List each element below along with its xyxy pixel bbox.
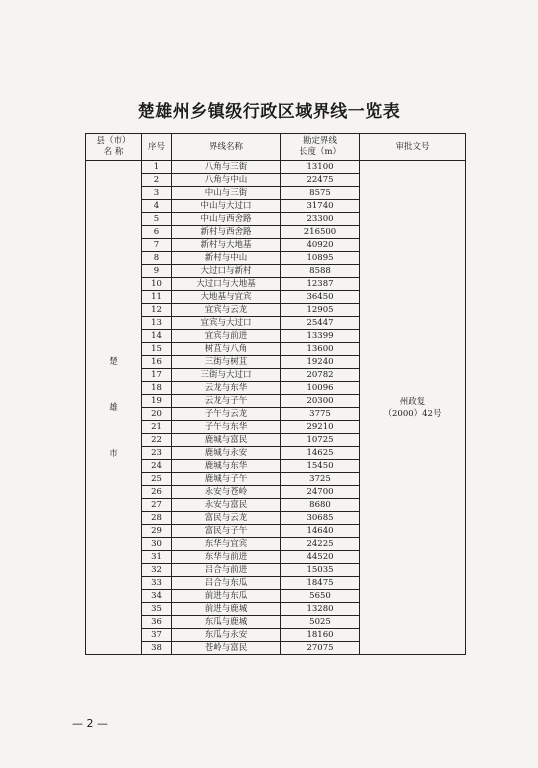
row-seq: 23 — [142, 447, 172, 460]
row-seq: 5 — [142, 213, 172, 226]
row-length: 22475 — [281, 174, 360, 187]
row-boundary-name: 大地基与宜宾 — [172, 291, 281, 304]
row-seq: 2 — [142, 174, 172, 187]
row-length: 18160 — [281, 629, 360, 642]
row-boundary-name: 东华与宜宾 — [172, 538, 281, 551]
row-boundary-name: 鹿城与东华 — [172, 460, 281, 473]
row-boundary-name: 宜宾与前进 — [172, 330, 281, 343]
row-seq: 6 — [142, 226, 172, 239]
row-seq: 26 — [142, 486, 172, 499]
row-length: 12387 — [281, 278, 360, 291]
row-boundary-name: 鹿城与富民 — [172, 434, 281, 447]
row-boundary-name: 东瓜与永安 — [172, 629, 281, 642]
row-boundary-name: 新村与中山 — [172, 252, 281, 265]
row-seq: 37 — [142, 629, 172, 642]
row-seq: 30 — [142, 538, 172, 551]
row-seq: 14 — [142, 330, 172, 343]
row-boundary-name: 八角与三街 — [172, 161, 281, 174]
row-boundary-name: 中山与西舍路 — [172, 213, 281, 226]
row-boundary-name: 东瓜与鹿城 — [172, 616, 281, 629]
row-boundary-name: 宜宾与大过口 — [172, 317, 281, 330]
row-seq: 15 — [142, 343, 172, 356]
row-length: 14625 — [281, 447, 360, 460]
row-boundary-name: 中山与三街 — [172, 187, 281, 200]
row-length: 8680 — [281, 499, 360, 512]
row-length: 20782 — [281, 369, 360, 382]
row-boundary-name: 前进与鹿城 — [172, 603, 281, 616]
row-seq: 28 — [142, 512, 172, 525]
row-boundary-name: 新村与大地基 — [172, 239, 281, 252]
row-boundary-name: 鹿城与永安 — [172, 447, 281, 460]
header-seq: 序号 — [142, 134, 172, 161]
row-boundary-name: 云龙与东华 — [172, 382, 281, 395]
row-length: 24225 — [281, 538, 360, 551]
row-boundary-name: 树苴与八角 — [172, 343, 281, 356]
table-row — [86, 161, 466, 174]
row-seq: 1 — [142, 161, 172, 174]
county-name-char: 楚 — [109, 356, 118, 367]
header-length-line2: 长度（m） — [298, 147, 342, 157]
row-seq: 8 — [142, 252, 172, 265]
row-boundary-name: 鹿城与子午 — [172, 473, 281, 486]
row-length: 19240 — [281, 356, 360, 369]
row-boundary-name: 新村与西舍路 — [172, 226, 281, 239]
row-seq: 12 — [142, 304, 172, 317]
row-seq: 7 — [142, 239, 172, 252]
row-length: 15035 — [281, 564, 360, 577]
row-length: 14640 — [281, 525, 360, 538]
row-length: 8588 — [281, 265, 360, 278]
row-length: 12905 — [281, 304, 360, 317]
row-seq: 21 — [142, 421, 172, 434]
county-name-cell — [86, 161, 142, 655]
row-length: 216500 — [281, 226, 360, 239]
row-seq: 18 — [142, 382, 172, 395]
row-seq: 10 — [142, 278, 172, 291]
row-seq: 25 — [142, 473, 172, 486]
header-county — [86, 134, 142, 161]
row-boundary-name: 东华与前进 — [172, 551, 281, 564]
page-title: 楚雄州乡镇级行政区域界线一览表 — [137, 102, 401, 122]
row-seq: 11 — [142, 291, 172, 304]
row-length: 8575 — [281, 187, 360, 200]
row-length: 13100 — [281, 161, 360, 174]
row-boundary-name: 中山与大过口 — [172, 200, 281, 213]
row-length: 10096 — [281, 382, 360, 395]
row-boundary-name: 富民与子午 — [172, 525, 281, 538]
table-body — [86, 161, 466, 655]
row-seq: 34 — [142, 590, 172, 603]
row-boundary-name: 吕合与东瓜 — [172, 577, 281, 590]
page-number: — 2 — — [72, 717, 108, 730]
row-seq: 33 — [142, 577, 172, 590]
row-length: 13280 — [281, 603, 360, 616]
row-length: 13600 — [281, 343, 360, 356]
header-length — [281, 134, 360, 161]
row-length: 31740 — [281, 200, 360, 213]
row-boundary-name: 大过口与新村 — [172, 265, 281, 278]
row-boundary-name: 八角与中山 — [172, 174, 281, 187]
boundary-table — [85, 133, 466, 655]
row-length: 36450 — [281, 291, 360, 304]
row-length: 18475 — [281, 577, 360, 590]
row-boundary-name: 子午与云龙 — [172, 408, 281, 421]
row-length: 30685 — [281, 512, 360, 525]
row-length: 15450 — [281, 460, 360, 473]
row-seq: 36 — [142, 616, 172, 629]
row-length: 3775 — [281, 408, 360, 421]
row-length: 25447 — [281, 317, 360, 330]
row-seq: 31 — [142, 551, 172, 564]
row-seq: 22 — [142, 434, 172, 447]
row-boundary-name: 子午与东华 — [172, 421, 281, 434]
approval-line: （2000）42号 — [383, 408, 442, 419]
row-length: 5650 — [281, 590, 360, 603]
header-county-line2: 名 称 — [103, 147, 124, 157]
row-boundary-name: 三街与大过口 — [172, 369, 281, 382]
row-seq: 29 — [142, 525, 172, 538]
row-boundary-name: 永安与富民 — [172, 499, 281, 512]
header-approval: 审批文号 — [360, 134, 466, 161]
row-length: 24700 — [281, 486, 360, 499]
row-boundary-name: 云龙与子午 — [172, 395, 281, 408]
row-seq: 27 — [142, 499, 172, 512]
row-seq: 20 — [142, 408, 172, 421]
header-boundary-name: 界线名称 — [172, 134, 281, 161]
row-seq: 9 — [142, 265, 172, 278]
header-county-line1: 县（市） — [96, 136, 131, 146]
row-length: 44520 — [281, 551, 360, 564]
row-seq: 13 — [142, 317, 172, 330]
row-length: 20300 — [281, 395, 360, 408]
row-length: 29210 — [281, 421, 360, 434]
row-boundary-name: 三街与树苴 — [172, 356, 281, 369]
header-length-line1: 勘定界线 — [302, 136, 337, 146]
row-length: 40920 — [281, 239, 360, 252]
county-name-char: 雄 — [109, 402, 118, 413]
row-seq: 4 — [142, 200, 172, 213]
row-boundary-name: 大过口与大地基 — [172, 278, 281, 291]
row-length: 27075 — [281, 642, 360, 655]
row-length: 10725 — [281, 434, 360, 447]
row-seq: 19 — [142, 395, 172, 408]
approval-cell — [360, 161, 466, 655]
approval-line: 州政复 — [399, 396, 426, 407]
row-seq: 32 — [142, 564, 172, 577]
row-boundary-name: 苍岭与富民 — [172, 642, 281, 655]
row-seq: 24 — [142, 460, 172, 473]
row-boundary-name: 富民与云龙 — [172, 512, 281, 525]
county-name-char: 市 — [109, 448, 118, 459]
row-length: 3725 — [281, 473, 360, 486]
row-seq: 35 — [142, 603, 172, 616]
row-length: 10895 — [281, 252, 360, 265]
row-boundary-name: 宜宾与云龙 — [172, 304, 281, 317]
row-seq: 16 — [142, 356, 172, 369]
row-seq: 3 — [142, 187, 172, 200]
table-header-row — [86, 134, 466, 161]
row-boundary-name: 吕合与前进 — [172, 564, 281, 577]
row-seq: 38 — [142, 642, 172, 655]
row-length: 5025 — [281, 616, 360, 629]
row-boundary-name: 前进与东瓜 — [172, 590, 281, 603]
row-boundary-name: 永安与苍岭 — [172, 486, 281, 499]
row-length: 13399 — [281, 330, 360, 343]
row-length: 23300 — [281, 213, 360, 226]
row-seq: 17 — [142, 369, 172, 382]
